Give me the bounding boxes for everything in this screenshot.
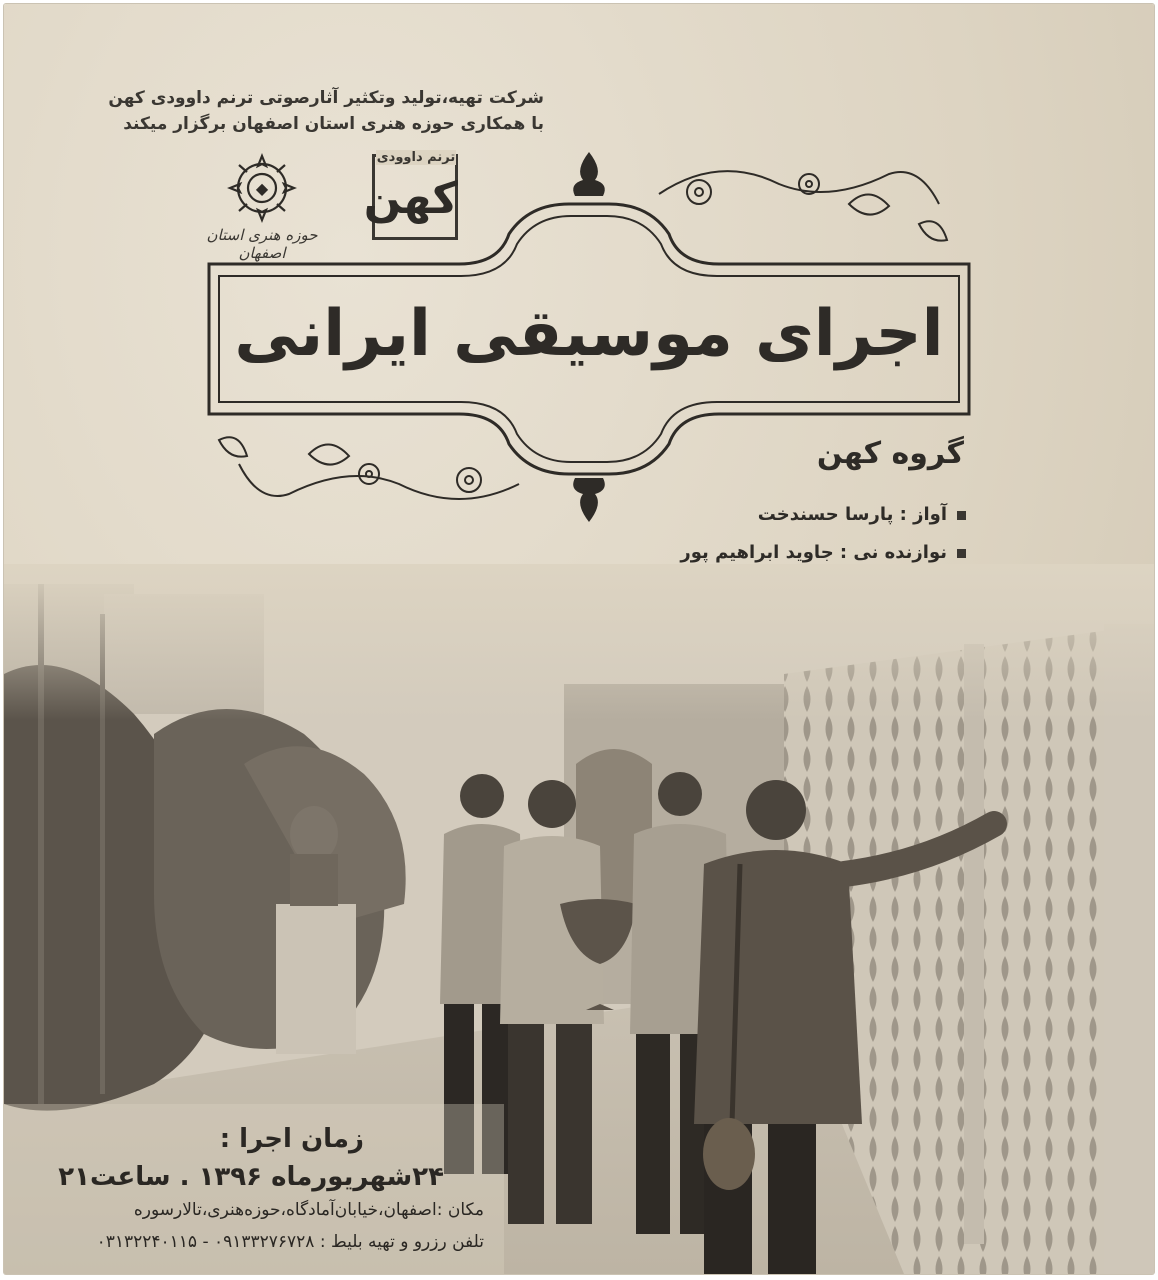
group-name: گروه کهن	[816, 436, 964, 471]
cast-item: نوازنده نی : جاوید ابراهیم پور	[266, 538, 966, 568]
kohan-logo-mark: کهن	[363, 173, 458, 224]
reservation-phone: تلفن رزرو و تهیه بلیط : ۰۹۱۳۳۲۷۶۷۲۸ - ۰۳۱۳۲۲۴۰۱۱۵	[96, 1232, 484, 1252]
hozeh-honari-caption: حوزه هنری استان اصفهان	[206, 226, 318, 262]
performance-date: ۲۴شهریورماه ۱۳۹۶ . ساعت۲۱	[58, 1162, 444, 1192]
performance-time-label: زمان اجرا :	[219, 1124, 364, 1154]
svg-text:◆: ◆	[255, 179, 269, 198]
kohan-logo-top-text: ترنم داوودی	[376, 150, 456, 165]
sponsor-line-2: با همکاری حوزه هنری استان اصفهان برگزار میکند	[123, 114, 544, 134]
venue-address: مکان :اصفهان،خیابان‌آمادگاه،حوزه‌هنری،تالارسوره	[133, 1200, 484, 1220]
square-bullet-icon	[957, 511, 966, 520]
poster-title: اجرای موسیقی ایرانی	[234, 297, 944, 371]
concert-poster	[4, 4, 1154, 1274]
square-bullet-icon	[957, 549, 966, 558]
sponsor-line-1: شرکت تهیه،تولید وتکثیر آثارصوتی ترنم داوودی کهن	[108, 88, 544, 108]
cast-item: آواز : پارسا حسندخت	[266, 500, 966, 530]
